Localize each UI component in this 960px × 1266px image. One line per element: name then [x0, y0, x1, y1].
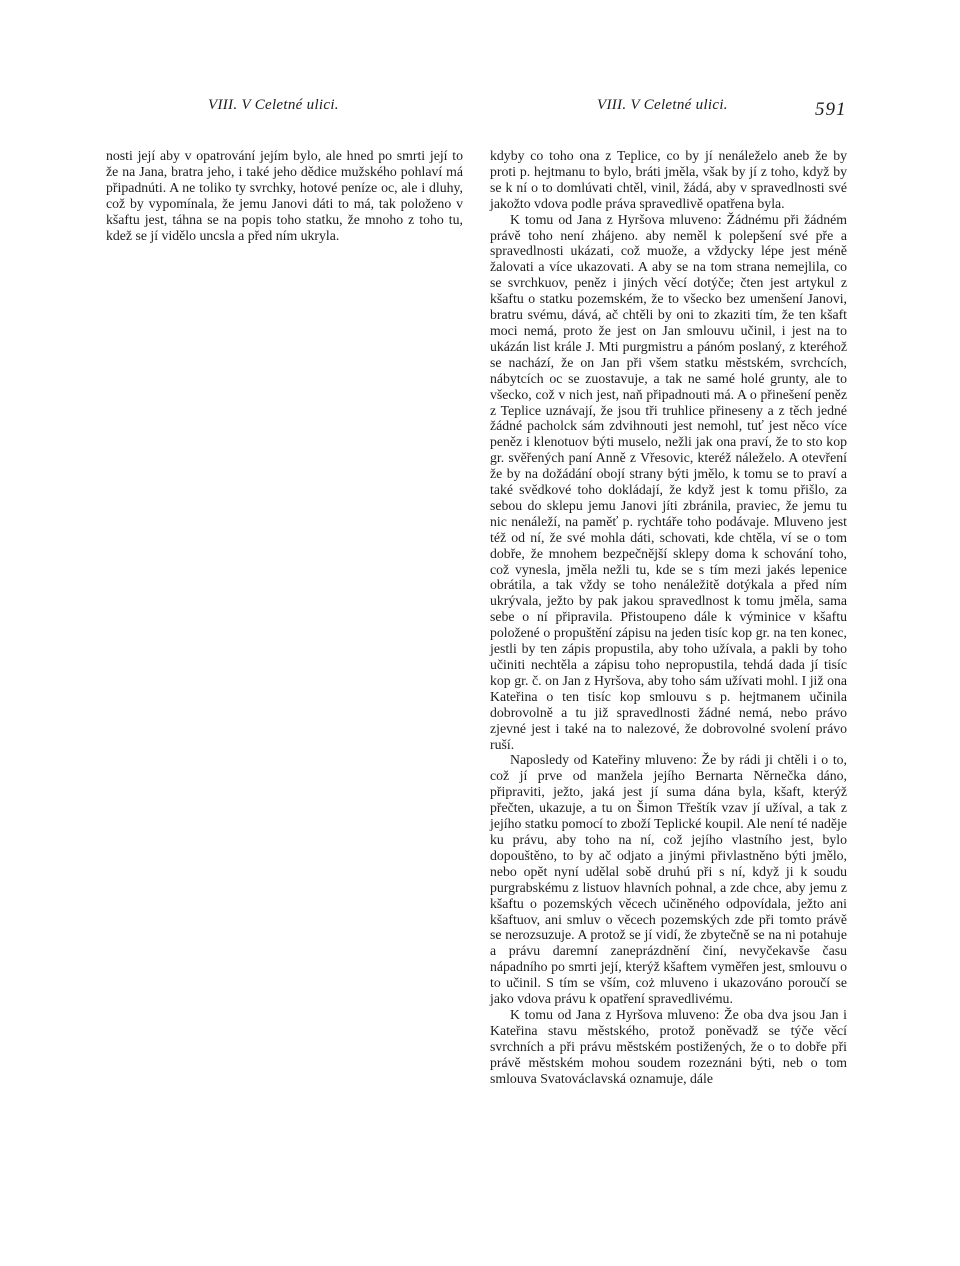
paragraph: K tomu od Jana z Hyršova mluveno: Žádnému při žádném právě toho není zhájeno. aby neměl k polepšení své pře a spravedlnosti ukázati, což muože, a vždycky lépe jest méně žalovati a více ukazovati. A aby se na tom strana nemejlila, co se svrchkuov, peněz i jiných věcí dotýče; čten jest artykul z kšaftu o statku pozemském, že to všecko bez umenšení Janovi, bratru svému, dává, ač chtěli by oni to zkaziti tím, že ten kšaft moci nemá, proto že jest on Jan smlouvu učinil, i jest na to ukázán list krále J. Mti purgmistru a pánóm poslaný, z kteréhož se nachází, že on Jan při všem statku městském, svrchcích, nábytcích oc se zuostavuje, a tak ne samé holé grunty, ale to všecko, což v nich jest, naň připadnouti má. A o přinešení peněz z Teplice uznávají, že jsou tři truhlice přineseny a z těch jedné žádné pacholck sám zdvihnouti jest nemohl, tuť jest něco více peněz i klenotuov býti muselo, nežli jak ona praví, že to sto kop gr. svěřených paní Anně z Vřesovic, kteréž náleželo. A otevření že by na dožádání obojí strany býti jmělo, k tomu se to praví a také svědkové toho dokládají, že když jest k tomu přišlo, za sebou do sklepu jemu Janovi jíti zbránila, praviec, že jemu tu nic nenáleží, na paměť p. rychtáře toho podávaje. Mluveno jest též od ní, že své mohla dáti, schovati, kde chtěla, ví se o tom dobře, že mnohem bezpečnější sklepy doma k schování toho, což vynesla, jměla nežli tu, kde se s tím mezi jakés lepenice obrátila, a tak vždy se toho nenáležitě dotýkala a před ním ukrývala, ježto by pak jakou spravedlnost k tomu jměla, sama sebe o ní připravila. Přistoupeno dále k výminice v kšaftu položené o propuštění zápisu na jeden tisíc kop gr. na ten konec, jestli by ten zápis propustila, aby toho užívala, a pakli by toho učiniti nechtěla a zápisu toho nepropustila, tehdá dada jí tisíc kop gr. č. on Jan z Hyršova, aby toho sám užívati mohl. I již ona Kateřina o ten tisíc kop smlouvu s p. hejtmanem učinila dobrovolně a tu již spravedlnosti žádné nemá, nebo právo zjevné jest i také na to nalezové, že dobrovolné svolení právo ruší. [490, 211, 847, 752]
paragraph: K tomu od Jana z Hyršova mluveno: Že oba dva jsou Jan i Kateřina stavu městského, protož poněvadž se týče věcí svrchních a při právu městském postižených, že o to dobře při právě městském mohou soudem rozeznáni býti, neb o tom smlouva Svatováclavská oznamuje, dále [490, 1006, 847, 1086]
left-column [106, 148, 463, 243]
paragraph: kdyby co toho ona z Teplice, co by jí nenáleželo aneb že by proti p. hejtmanu to bylo, bráti jměla, však by jí z toho, když by se k ní o to domlúvati chtěl, vinil, žádá, aby v spravedlnosti své jakožto vdova podle práva spravedlivě opatřena byla. [490, 148, 847, 211]
paragraph: nosti její aby v opatrování jejím bylo, ale hned po smrti její to že na Jana, bratra jeho, i také jeho dědice mužského pohlaví má připadnúti. A ne toliko ty svrchky, hotové peníze oc, ale i dluhy, což by vypomínala, že jemu Janovi dáti to má, tak položeno v kšaftu jest, táhna se na popis toho statku, že mnoho z toho tu, kdež se jí vidělo uncsla a před ním ukryla. [106, 148, 463, 243]
right-column [490, 148, 847, 1086]
running-header-right: VIII. V Celetné ulici. [597, 97, 728, 113]
running-header-left: VIII. V Celetné ulici. [208, 97, 339, 113]
paragraph: Naposledy od Kateřiny mluveno: Že by rádi ji chtěli i o to, což jí prve od manžela jejího Bernarta Něrnečka dáno, připraviti, ježto, jaká jest jí suma dána byla, kšaft, kterýž přečten, ukazuje, a tu on Šimon Třeštík vzav jí užíval, a tak z jejího statku pomocí to zboží Teplické koupil. Ale není té naděje ku právu, aby toho na ní, což jejího vlastního jest, bylo dopouštěno, to by ač odjato a jinými přivlastněno býti jmělo, nebo opět nyní udělal sobě druhú při s ní, když ji k soudu purgrabskému z listuov hlavních pohnal, a zde chce, aby jemu z kšaftu o pozemských věcech učiněného odpovídala, ježto ani kšaftuov, ani smluv o věcech pozemských zde při tomto právě se nerozsuzuje. A protož se jí vidí, že zbytečně se na ni potahuje a právu daremní zaneprázdnění činí, nevyčekavše času nápadního po smrti její, kterýž kšaftem vyměřen jest, smlouvu o to učinil. S tím se vším, coż mluveno i ukazováno poroučí se jako vdova právu k opatření spravedlivému. [490, 752, 847, 1007]
page-number: 591 [815, 99, 847, 120]
